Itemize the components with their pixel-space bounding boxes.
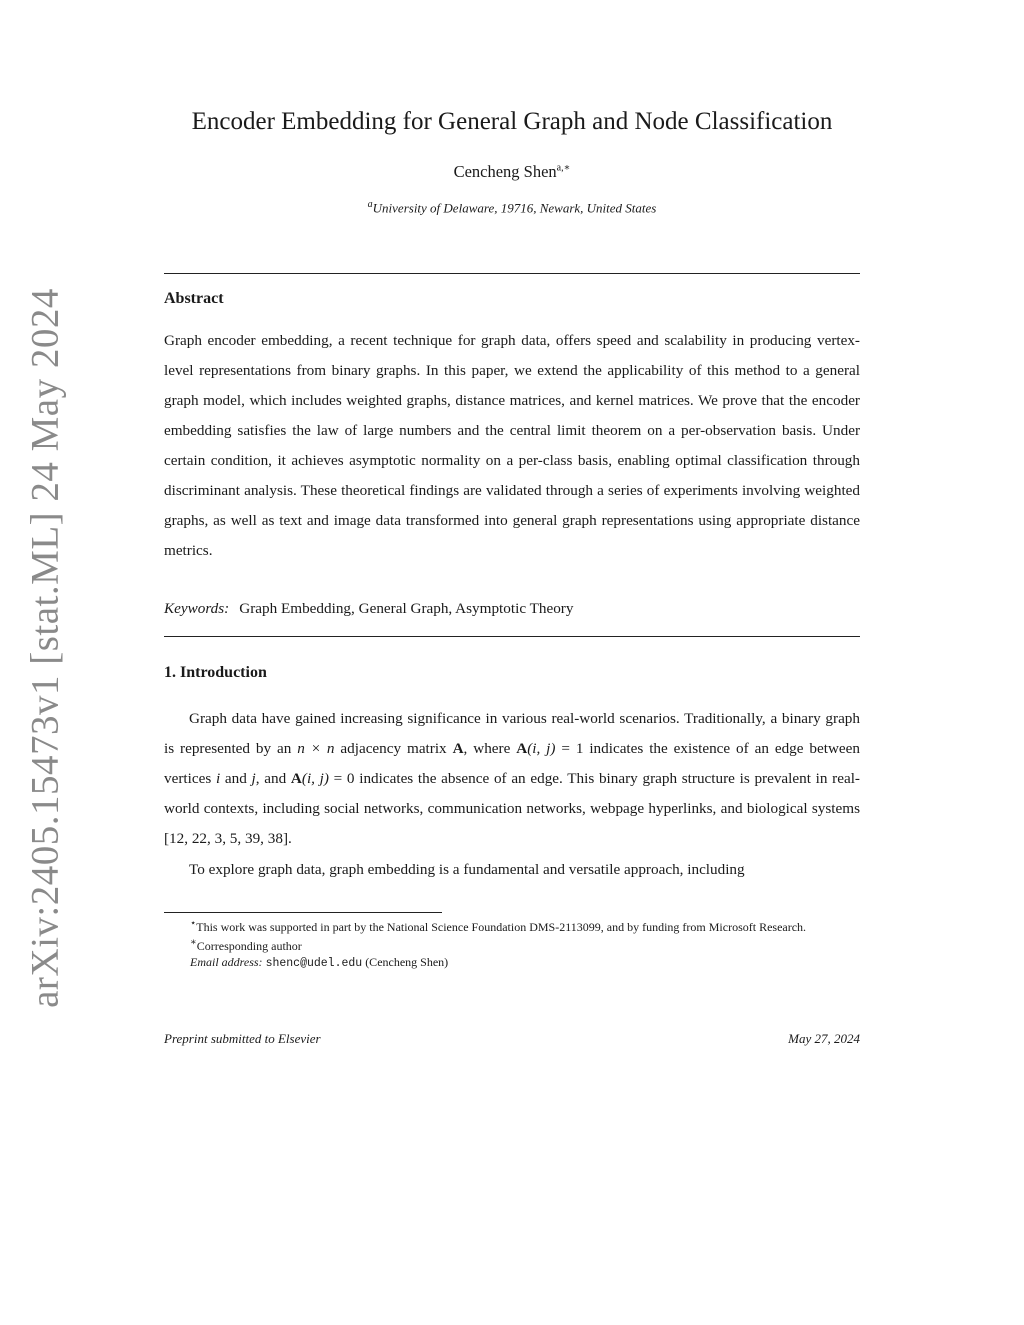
email-owner: (Cencheng Shen) bbox=[365, 955, 449, 969]
text-run: and bbox=[220, 770, 252, 787]
math-matrix-A: A bbox=[452, 740, 464, 757]
footnote-funding bbox=[164, 916, 860, 935]
preprint-date: May 27, 2024 bbox=[788, 1031, 860, 1046]
footnote-email bbox=[164, 954, 860, 972]
footnote-text: Corresponding author bbox=[196, 939, 302, 953]
text-run: = 1 indicates the existence of an edge between vertices bbox=[164, 740, 861, 787]
author-name: Cencheng Shen bbox=[453, 162, 557, 181]
email-label: Email address: bbox=[190, 955, 263, 969]
math-index-ij: (i, j) bbox=[527, 740, 556, 757]
keywords-line bbox=[164, 600, 860, 618]
footnote-mark: ⋆ bbox=[190, 918, 197, 929]
abstract-top-rule bbox=[164, 273, 860, 274]
math-index-ij: (i, j) bbox=[301, 770, 329, 787]
affiliation-mark: a bbox=[367, 199, 373, 210]
email-link[interactable]: shenc@udel.edu bbox=[265, 957, 363, 970]
text-run: Graph data have gained increasing significance in various real-world scenarios. Traditionally, a binary graph is represented by an bbox=[164, 710, 860, 757]
author-line bbox=[164, 162, 860, 182]
abstract-heading: Abstract bbox=[164, 290, 224, 307]
abstract-body: Graph encoder embedding, a recent technique for graph data, offers speed and scalability in producing vertex-level representations from binary graphs. In this paper, we extend the applicability of this method to a general graph model, which includes weighted graphs, distance matrices, and kernel matrices. We prove that the encoder embedding satisfies the law of large numbers and the central limit theorem on a per-observation basis. Under certain condition, it achieves asymptotic normality on a per-class basis, enabling optimal classification through discriminant analysis. These theoretical findings are validated through a series of experiments involving weighted graphs, as well as text and image data transformed into general graph representations using appropriate distance metrics. bbox=[164, 332, 860, 559]
footnote-rule bbox=[164, 912, 442, 913]
footnote-corresponding bbox=[164, 935, 860, 954]
math-i: i bbox=[215, 770, 221, 787]
text-run: , and bbox=[255, 770, 291, 787]
footnote-text: This work was supported in part by the National Science Foundation DMS-2113099, and by funding from Microsoft Research. bbox=[196, 920, 807, 934]
abstract-bottom-rule bbox=[164, 636, 860, 637]
math-n-by-n: n × n bbox=[297, 740, 335, 757]
keywords-label: Keywords: bbox=[164, 600, 230, 617]
introduction-paragraph-2: To explore graph data, graph embedding is a fundamental and versatile approach, including bbox=[189, 861, 745, 878]
math-matrix-A: A bbox=[516, 740, 528, 757]
arxiv-identifier-stamp: arXiv:2405.15473v1 [stat.ML] 24 May 2024 bbox=[23, 288, 67, 1008]
introduction-paragraph-1 bbox=[164, 704, 860, 854]
section-heading-introduction: 1. Introduction bbox=[164, 664, 267, 681]
affiliation-text: University of Delaware, 19716, Newark, United States bbox=[372, 200, 657, 216]
math-j: j bbox=[251, 770, 256, 787]
keywords-text: Graph Embedding, General Graph, Asymptotic Theory bbox=[239, 600, 574, 617]
text-run: adjacency matrix bbox=[334, 740, 453, 757]
affiliation-line bbox=[164, 199, 860, 216]
author-marks: a,∗ bbox=[556, 162, 571, 174]
paper-title: Encoder Embedding for General Graph and Node Classification bbox=[191, 108, 833, 135]
text-run: , where bbox=[463, 740, 517, 757]
footnotes bbox=[164, 916, 860, 972]
preprint-note: Preprint submitted to Elsevier bbox=[164, 1031, 321, 1046]
footnote-mark: ∗ bbox=[190, 937, 197, 948]
math-matrix-A: A bbox=[290, 770, 302, 787]
text-run: = 0 indicates the absence of an edge. This binary graph structure is prevalent in real-world contexts, including social networks, communication networks, webpage hyperlinks, and biological systems [12, 22, 3, 5, 39, 38]. bbox=[164, 770, 860, 847]
